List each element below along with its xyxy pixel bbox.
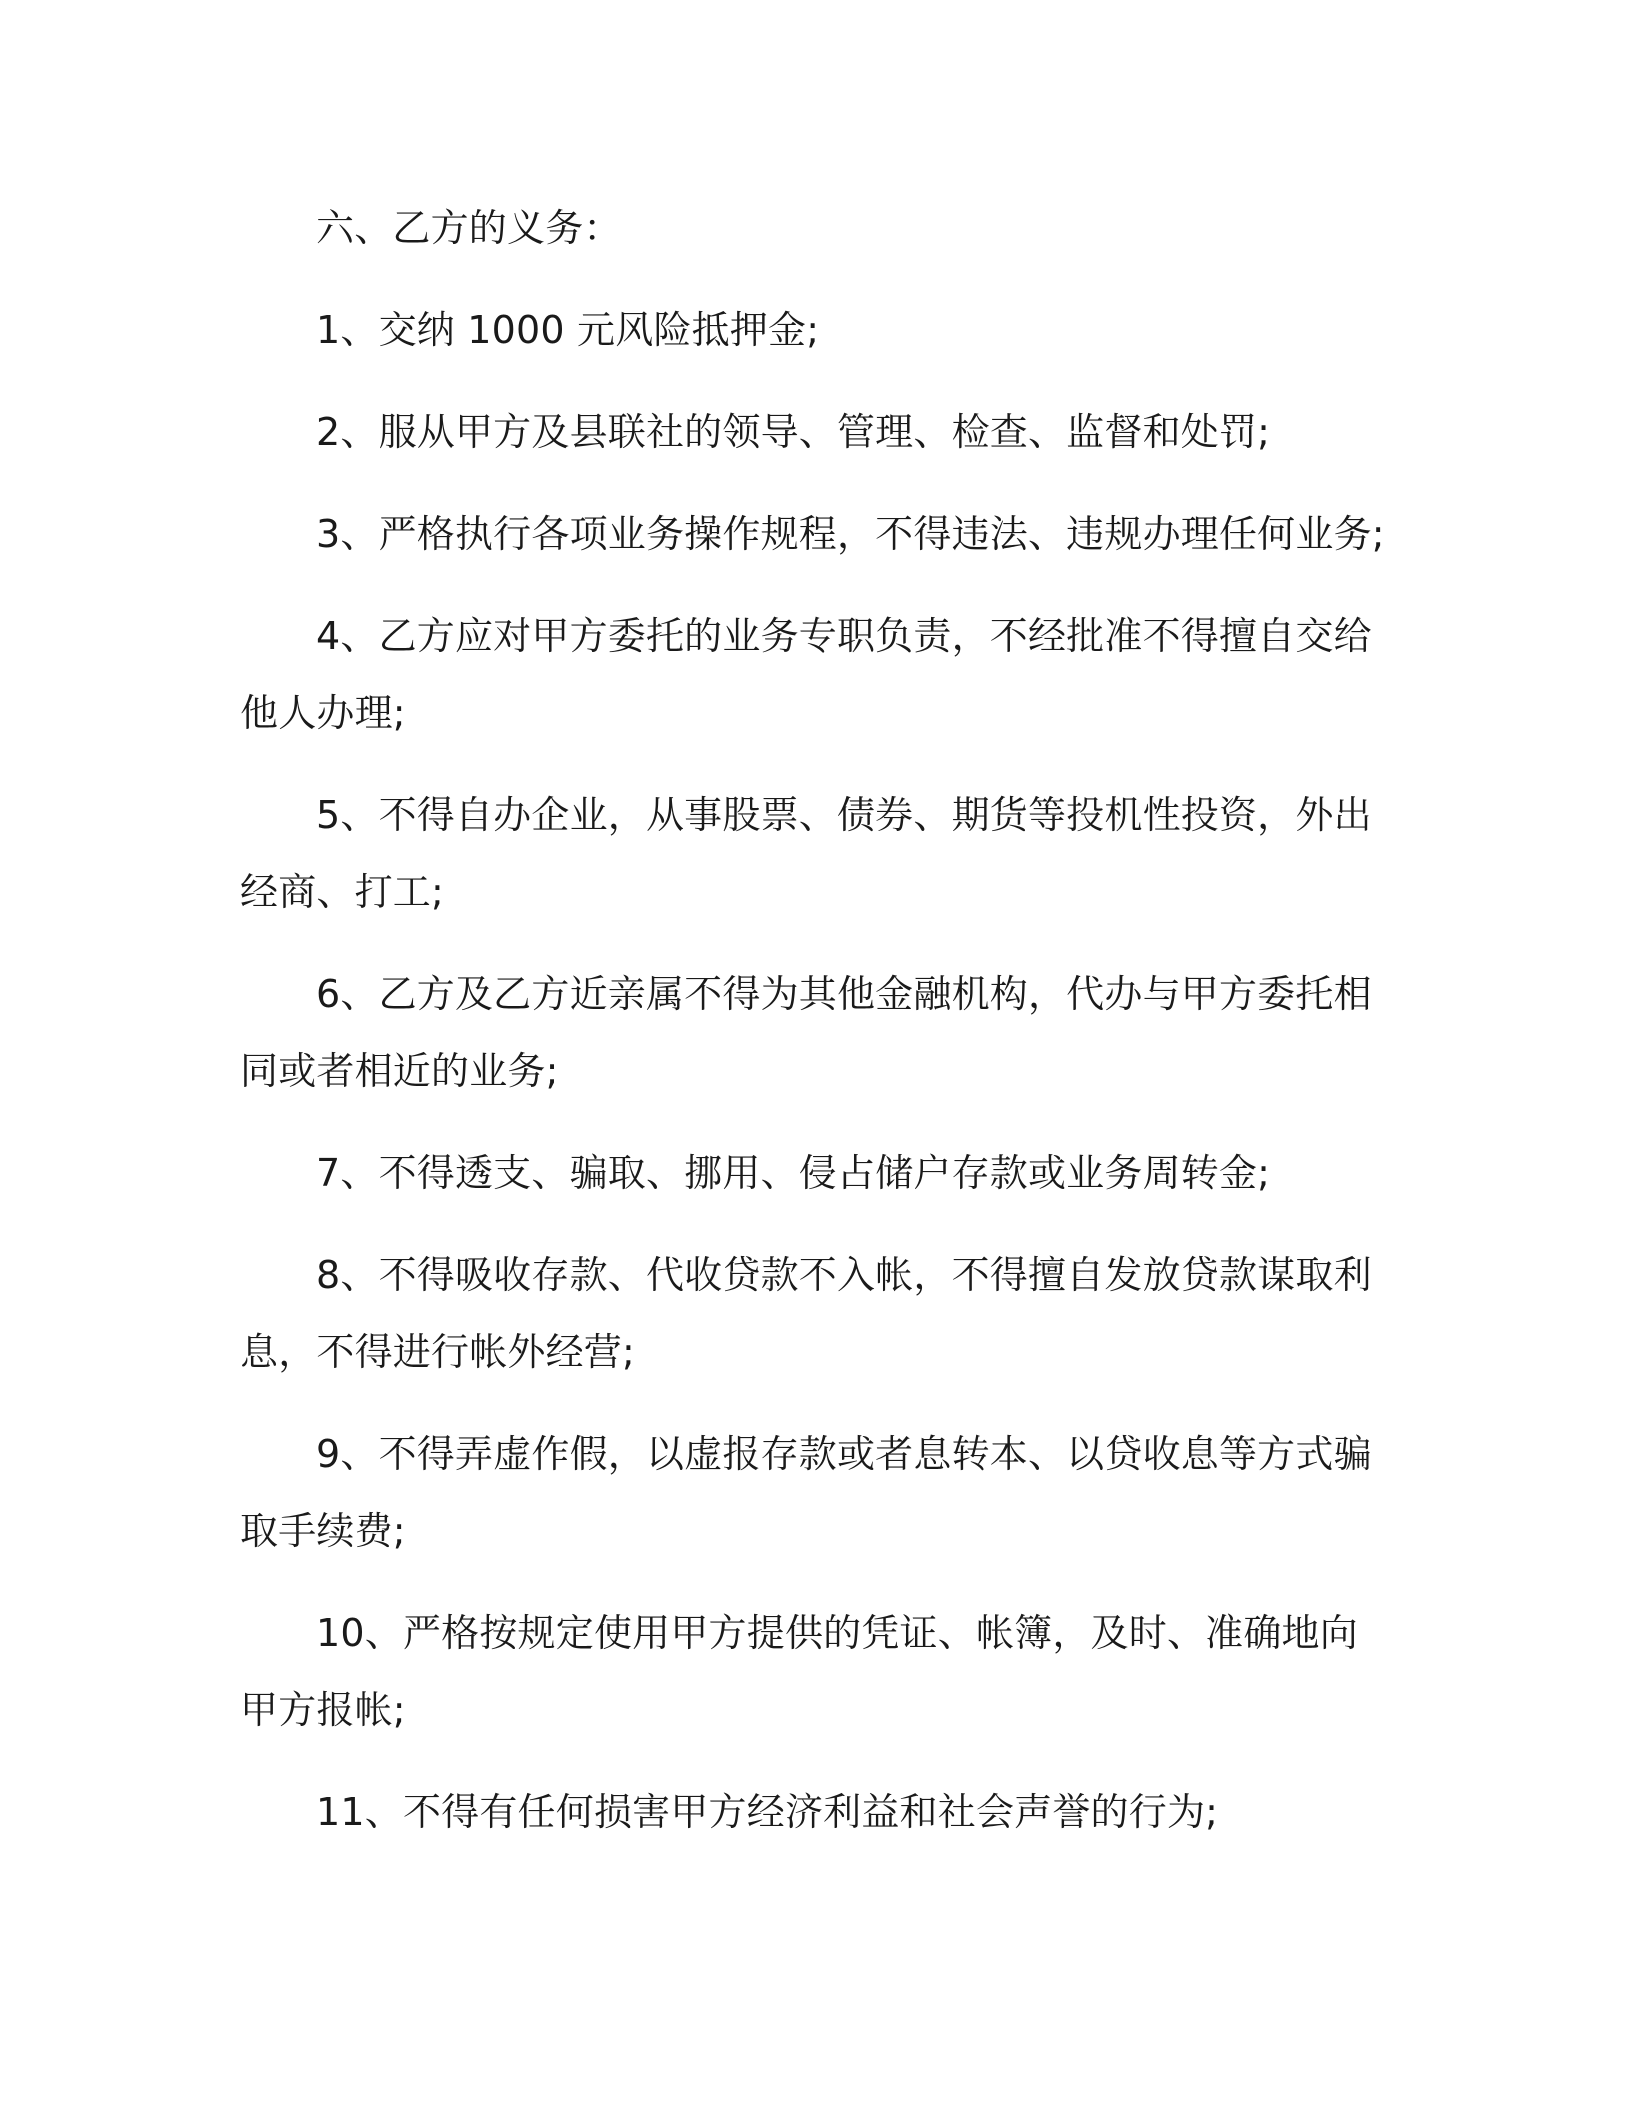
obligation-item-10: 10、严格按规定使用甲方提供的凭证、帐簿，及时、准确地向甲方报帐; (240, 1611, 1358, 1732)
obligation-item-11: 11、不得有任何损害甲方经济利益和社会声誉的行为; (316, 1790, 1219, 1834)
obligation-item-4: 4、乙方应对甲方委托的业务专职负责，不经批准不得擅自交给他人办理; (240, 614, 1372, 735)
obligation-item-6: 6、乙方及乙方近亲属不得为其他金融机构，代办与甲方委托相同或者相近的业务; (240, 972, 1372, 1093)
section-heading: 六、乙方的义务： (316, 206, 622, 250)
obligation-item-2: 2、服从甲方及县联社的领导、管理、检查、监督和处罚; (316, 410, 1271, 454)
obligation-item-5: 5、不得自办企业，从事股票、债券、期货等投机性投资，外出经商、打工; (240, 793, 1372, 914)
obligation-item-1: 1、交纳 1000 元风险抵押金; (316, 308, 820, 352)
obligation-item-9: 9、不得弄虚作假，以虚报存款或者息转本、以贷收息等方式骗取手续费; (240, 1432, 1372, 1553)
obligation-item-3: 3、严格执行各项业务操作规程，不得违法、违规办理任何业务; (316, 512, 1385, 556)
obligation-item-8: 8、不得吸收存款、代收贷款不入帐，不得擅自发放贷款谋取利息，不得进行帐外经营; (240, 1253, 1372, 1374)
document-body (240, 190, 1390, 1851)
obligation-item-7: 7、不得透支、骗取、挪用、侵占储户存款或业务周转金; (316, 1151, 1271, 1195)
